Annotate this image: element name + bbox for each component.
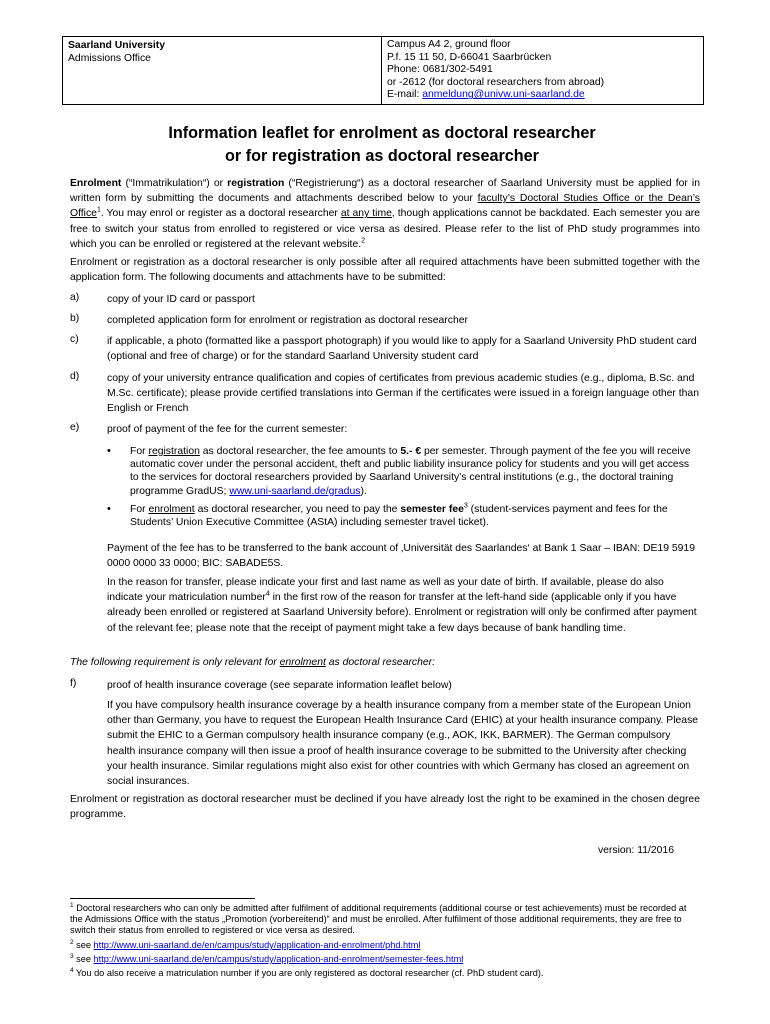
- registration-term: registration: [227, 178, 285, 189]
- university-name: Saarland University: [68, 40, 166, 51]
- semester-fee-term: semester fee: [400, 504, 464, 515]
- registration-fee: 5.- €: [400, 446, 422, 457]
- enrolment-term: Enrolment: [70, 178, 122, 189]
- b1-text-1: For: [130, 446, 149, 457]
- declined-paragraph: Enrolment or registration as doctoral researcher must be declined if you have already lost the right to be examined in the chosen degree programme.: [70, 794, 700, 821]
- item-label-c: c): [70, 334, 79, 345]
- any-time-term: at any time: [340, 208, 392, 220]
- footnote-ref-1: 1: [96, 206, 101, 214]
- enrolment-requirement-note: [70, 655, 700, 670]
- bullet-icon: •: [107, 445, 111, 457]
- b1-text-2: as doctoral researcher, the fee amounts to: [199, 446, 401, 457]
- enrolment-fee-bullet: [130, 503, 700, 529]
- address-line-1: Campus A4 2, ground floor: [387, 39, 511, 50]
- footnote-number-2: 2: [70, 938, 74, 946]
- enrolment-term: enrolment: [148, 504, 195, 515]
- footnote-divider: [70, 898, 255, 899]
- footnote-4: [70, 968, 700, 979]
- b1-text-4: ).: [360, 485, 367, 497]
- item-label-e: e): [70, 422, 80, 433]
- item-label-a: a): [70, 292, 80, 303]
- item-label-d: d): [70, 371, 80, 382]
- footnote-number-4: 4: [70, 966, 74, 974]
- footnote-2: [70, 940, 700, 951]
- footnote-ref-3: 3: [463, 502, 468, 510]
- semester-fees-link[interactable]: http://www.uni-saarland.de/en/campus/study/application-and-enrolment/semester-fees.html: [93, 954, 464, 964]
- footnote-2-label: see: [73, 940, 94, 950]
- bullet-icon: •: [107, 503, 111, 515]
- header-right: [382, 37, 703, 104]
- registration-term: registration: [148, 446, 200, 457]
- phone: Phone: 0681/302-5491: [387, 64, 493, 76]
- b2-text-3: (student-services payment and fees for the Students’ Union Executive Committee (AStA) including semester travel ticket).: [130, 504, 668, 529]
- item-text-e: proof of payment of the fee for the current semester:: [107, 424, 348, 435]
- item-label-f: f): [70, 678, 77, 689]
- requirements-paragraph: Enrolment or registration as a doctoral researcher is only possible after all required attachments have been submitted together with the application form. The following documents and attachments have to be submitted:: [70, 257, 700, 284]
- email-link[interactable]: anmeldung@univw.uni-saarland.de: [422, 89, 585, 101]
- intro-paragraph: [70, 176, 700, 252]
- office-name: Admissions Office: [68, 53, 151, 64]
- requirement-text-2: as doctoral researcher:: [325, 657, 436, 668]
- intro-text-4: , though applications cannot be backdated. Each semester you are free to switch your status from enrolled to registered or vice versa as desired. Please refer to the list of PhD study programmes into which you can be enrolled or registered at the relevant website.: [70, 208, 701, 250]
- intro-text-1: (“Immatrikulation“) or: [121, 178, 228, 189]
- intro-text-2: (“Registrierung“) as a doctoral researcher of Saarland University must be applied for in written form by submitting the documents and attachments described below to your: [70, 178, 701, 205]
- intro-text-3: . You may enrol or register as a doctoral researcher: [100, 208, 341, 220]
- item-text-a: copy of your ID card or passport: [107, 294, 255, 305]
- payment-paragraph: Payment of the fee has to be transferred to the bank account of ‚Universität des Saarlandes‘ at Bank 1 Saar – IBAN: DE19 5919 0000 0000 33 0000; BIC: SABADE5S.: [107, 543, 695, 570]
- requirement-text-1: The following requirement is only relevant for: [70, 657, 280, 668]
- footnote-1-text: Doctoral researchers who can only be admitted after fulfilment of additional requirements (additional course or test achievements) must be recorded at the Admissions Office with the status „Promotion (vorbereitend)“ and must be enrolled. After fulfilment of those additional requirements, they are free to switch their status from enrolled to registered or vice versa as desired.: [70, 903, 687, 936]
- footnote-number-1: 1: [70, 901, 74, 909]
- footnote-ref-4: 4: [265, 590, 270, 598]
- b2-text-1: For: [130, 504, 149, 515]
- reason-paragraph: [107, 575, 700, 636]
- footnote-3-label: see: [73, 954, 94, 964]
- footnote-ref-2: 2: [361, 237, 366, 245]
- enrolment-term: enrolment: [279, 657, 326, 668]
- email-label: E-mail:: [387, 89, 423, 101]
- item-text-c: if applicable, a photo (formatted like a passport photograph) if you would like to apply for a Saarland University PhD student card (optional and free of charge) or for the standard Saarland University student card: [107, 336, 697, 363]
- reason-text-2: in the first row of the reason for transfer at the left-hand side (applicable only if you have already been enrolled or registered at Saarland University before). Enrolment or registration will only be confirmed after payment of the relevant fee; please note that the receipt of payment might take a few days because of bank handling time.: [107, 592, 697, 634]
- header-box: [62, 36, 704, 105]
- gradus-link[interactable]: www.uni-saarland.de/gradus: [229, 485, 361, 497]
- item-label-b: b): [70, 313, 80, 324]
- footnote-1: [70, 903, 700, 937]
- b1-text-3: per semester. Through payment of the fee you will receive automatic cover under the personal accident, theft and public liability insurance policy for students and you will get access to the services for doctoral researchers provided by Saarland University’s central institutions (e.g., the doctoral training programme GradUS;: [130, 446, 691, 497]
- address-line-2: P.f. 15 11 50, D-66041 Saarbrücken: [387, 51, 552, 63]
- header-left: [63, 37, 382, 104]
- footnote-3: [70, 954, 700, 965]
- phone-abroad: or -2612 (for doctoral researchers from abroad): [387, 76, 605, 88]
- item-text-d: copy of your university entrance qualification and copies of certificates from previous academic studies (e.g., diploma, B.Sc. and M.Sc. certificate); please provide certified translations into German if the certificates were issued in a foreign language other than English or French: [107, 373, 699, 415]
- version-label: version: 11/2016: [597, 845, 674, 856]
- title-line-2: or for registration as doctoral researcher: [225, 147, 539, 165]
- item-text-b: completed application form for enrolment or registration as doctoral researcher: [107, 315, 468, 326]
- footnote-number-3: 3: [70, 952, 74, 960]
- phd-programmes-link[interactable]: http://www.uni-saarland.de/en/campus/study/application-and-enrolment/phd.html: [93, 940, 421, 950]
- registration-fee-bullet: [130, 445, 700, 498]
- insurance-paragraph: If you have compulsory health insurance coverage by a health insurance company from a member state of the European Union other than Germany, you have to request the European Health Insurance Card (EHIC) at your health insurance company. Please submit the EHIC to a German compulsory health insurance company (e.g., AOK, IKK, BARMER). The German compulsory health insurance company will then issue a proof of health insurance coverage to be submitted to the University after checking your health insurance. Similar regulations might also exist for other countries with which Germany has closed an agreement on social insurances.: [107, 700, 699, 788]
- email-line: [387, 89, 698, 102]
- title-line-1: Information leaflet for enrolment as doctoral researcher: [168, 124, 596, 142]
- item-text-f: proof of health insurance coverage (see separate information leaflet below): [107, 680, 452, 691]
- b2-text-2: as doctoral researcher, you need to pay the: [194, 504, 401, 515]
- doctoral-office-link[interactable]: faculty’s Doctoral Studies Office or the Dean’s Office: [70, 193, 700, 220]
- footnote-4-text: You do also receive a matriculation number if you are only registered as doctoral researcher (cf. PhD student card).: [73, 968, 544, 978]
- reason-text-1: In the reason for transfer, please indicate your first and last name as well as your date of birth. If available, please do also indicate your matriculation number: [107, 577, 664, 604]
